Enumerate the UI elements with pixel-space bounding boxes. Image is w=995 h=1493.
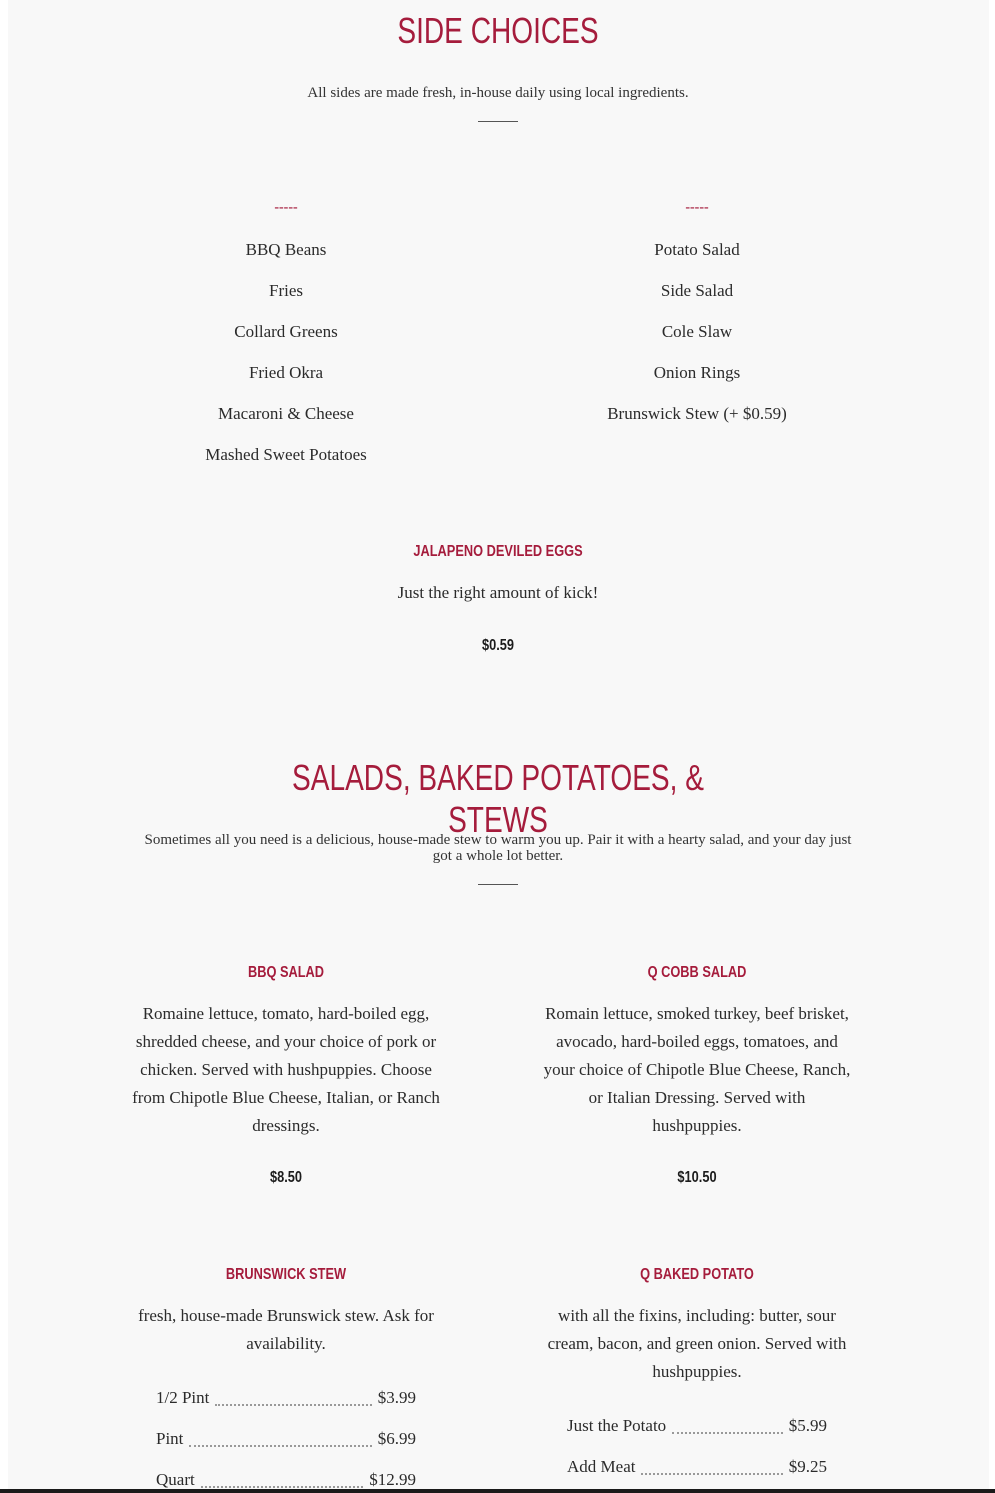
sides-right-header: ----- bbox=[685, 200, 709, 215]
dot-leader bbox=[641, 1472, 782, 1475]
item-description-bbq-salad: Romaine lettuce, tomato, hard-boiled egg, shredded cheese, and your choice of pork or chicken. Served with hushpuppies. Choose from Chipotle Blue Cheese, Italian, or Ranch dressings. bbox=[132, 1004, 440, 1135]
bottom-border bbox=[0, 1489, 995, 1493]
option-label: Add Meat bbox=[567, 1457, 636, 1476]
price-row-pint bbox=[156, 1425, 416, 1449]
item-description-cobb-salad: Romain lettuce, smoked turkey, beef brisket, avocado, hard-boiled eggs, tomatoes, and your choice of Chipotle Blue Cheese, Ranch, or Italian Dressing. Served with hushpuppies. bbox=[543, 1004, 851, 1135]
side-item: Fries bbox=[269, 281, 303, 300]
section-intro-salads: Sometimes all you need is a delicious, house-made stew to warm you up. Pair it with a hearty salad, and your day just got a whole lot better. bbox=[144, 832, 852, 864]
section-intro-side-choices: All sides are made fresh, in-house daily using local ingredients. bbox=[307, 85, 689, 101]
item-description-brunswick-stew: fresh, house-made Brunswick stew. Ask for availability. bbox=[138, 1306, 434, 1353]
item-title-baked-potato: Q BAKED POTATO bbox=[640, 1266, 754, 1283]
price-row-quart bbox=[156, 1466, 416, 1490]
option-label: Just the Potato bbox=[567, 1416, 667, 1435]
side-item: Brunswick Stew (+ $0.59) bbox=[607, 404, 787, 423]
price-row-add-meat bbox=[567, 1453, 827, 1477]
side-item: Macaroni & Cheese bbox=[218, 404, 354, 423]
size-label: Pint bbox=[156, 1429, 184, 1448]
divider bbox=[478, 121, 518, 122]
dot-leader bbox=[201, 1485, 364, 1488]
size-price: $12.99 bbox=[369, 1470, 416, 1489]
item-title-bbq-salad: BBQ SALAD bbox=[247, 964, 325, 981]
item-title-brunswick-stew: BRUNSWICK STEW bbox=[225, 1266, 347, 1283]
side-item: Potato Salad bbox=[654, 240, 740, 259]
divider bbox=[478, 884, 518, 885]
size-price: $3.99 bbox=[377, 1388, 416, 1407]
item-title-cobb-salad: Q COBB SALAD bbox=[647, 964, 747, 981]
option-price: $5.99 bbox=[788, 1416, 827, 1435]
size-label: 1/2 Pint bbox=[156, 1388, 210, 1407]
size-label: Quart bbox=[156, 1470, 195, 1489]
side-item: Onion Rings bbox=[653, 363, 741, 382]
item-description-deviled-eggs: Just the right amount of kick! bbox=[397, 583, 599, 602]
item-price-bbq-salad: $8.50 bbox=[269, 1169, 303, 1186]
section-title-side-choices: SIDE CHOICES bbox=[397, 10, 599, 51]
section-title-salads: SALADS, BAKED POTATOES, & STEWS bbox=[292, 757, 704, 840]
item-price-cobb-salad: $10.50 bbox=[677, 1169, 717, 1186]
dot-leader bbox=[215, 1403, 371, 1406]
sides-left-header: ----- bbox=[274, 200, 298, 215]
price-row-half-pint bbox=[156, 1384, 416, 1408]
item-description-baked-potato: with all the fixins, including: butter, sour cream, bacon, and green onion. Served with hushpuppies. bbox=[547, 1306, 847, 1381]
menu-page bbox=[8, 0, 989, 1490]
item-title-deviled-eggs: JALAPENO DEVILED EGGS bbox=[413, 543, 583, 560]
size-price: $6.99 bbox=[377, 1429, 416, 1448]
item-price-deviled-eggs: $0.59 bbox=[481, 637, 515, 654]
side-item: BBQ Beans bbox=[245, 240, 327, 259]
side-item: Cole Slaw bbox=[661, 322, 733, 341]
price-row-just-potato bbox=[567, 1412, 827, 1436]
side-item: Collard Greens bbox=[234, 322, 338, 341]
dot-leader bbox=[672, 1431, 783, 1434]
side-item: Side Salad bbox=[660, 281, 734, 300]
option-price: $9.25 bbox=[788, 1457, 827, 1476]
dot-leader bbox=[189, 1444, 371, 1447]
side-item: Mashed Sweet Potatoes bbox=[205, 445, 367, 464]
side-item: Fried Okra bbox=[248, 363, 324, 382]
